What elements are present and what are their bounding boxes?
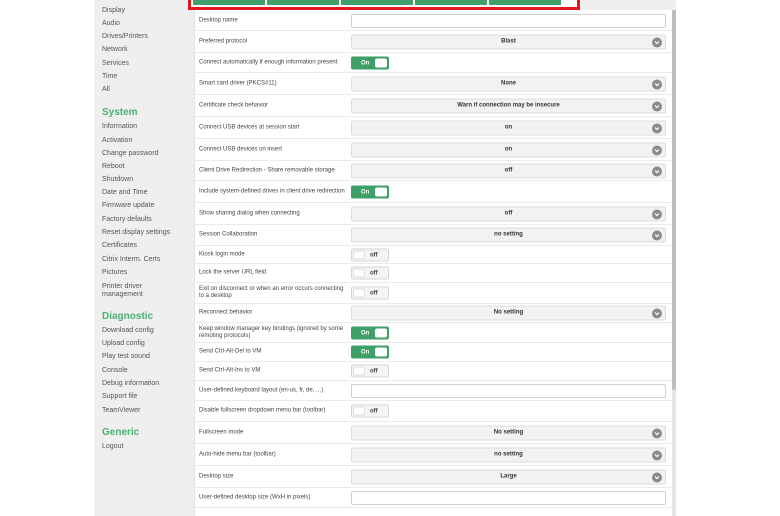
scrollbar[interactable] — [672, 10, 676, 516]
preferred-protocol-dropdown[interactable] — [351, 35, 666, 50]
toggle-knob — [353, 367, 365, 376]
session-collaboration-dropdown[interactable] — [351, 228, 666, 243]
setting-row-reconnect-behavior — [195, 304, 673, 323]
chevron-down-icon — [652, 38, 662, 48]
tab-1[interactable] — [193, 0, 265, 5]
tab-5[interactable] — [489, 0, 561, 5]
smart-card-driver-pkcs-11-dropdown[interactable] — [351, 76, 666, 91]
setting-row-include-system-defined-drives-in-client-drive-redirection — [195, 181, 673, 203]
sidebar-item-drives-printers[interactable]: Drives/Printers — [102, 33, 148, 40]
setting-label: Connect automatically if enough information present — [199, 59, 338, 65]
sidebar-item-printer-driver-management[interactable]: Printer driver management — [102, 283, 143, 298]
chevron-down-icon — [652, 145, 662, 155]
dropdown-value: None — [501, 80, 516, 86]
setting-label: Include system-defined drives in client drive redirection — [199, 188, 345, 194]
sidebar-item-date-time[interactable]: Date and Time — [102, 189, 148, 196]
setting-row-desktop-name — [195, 11, 673, 31]
dropdown-value: off — [504, 167, 513, 173]
toggle-state-label: off — [370, 252, 378, 258]
toggle-state-label: off — [370, 368, 378, 375]
sidebar-item-services[interactable]: Services — [102, 60, 129, 67]
setting-row-user-defined-keyboard-layout-en-us-fr-de — [195, 381, 673, 401]
sidebar-item-upload-config[interactable]: Upload config — [102, 340, 145, 347]
section-title-generic: Generic — [102, 427, 140, 438]
setting-label: Lock the server URL field — [199, 269, 267, 276]
sidebar-item-audio[interactable]: Audio — [102, 20, 120, 27]
setting-row-lock-the-server-url-field — [195, 264, 673, 283]
sidebar-item-support-file[interactable]: Support file — [102, 393, 138, 400]
setting-label: User-defined keyboard layout (en-us, fr, de, ...) — [199, 387, 324, 393]
section-title-system: System — [102, 107, 138, 118]
toggle-state-label: On — [361, 60, 370, 66]
setting-row-connect-usb-devices-on-insert — [195, 139, 673, 161]
toggle-knob — [353, 407, 365, 416]
chevron-down-icon — [652, 209, 662, 219]
chevron-down-icon — [652, 428, 662, 438]
auto-hide-menu-bar-toolbar-dropdown[interactable] — [351, 447, 666, 462]
sidebar-item-play-test-sound[interactable]: Play test sound — [102, 353, 150, 360]
setting-label: Exit on disconnect or when an error occurs connecting to a desktop — [199, 286, 344, 299]
setting-label: Preferred protocol — [199, 38, 248, 45]
toggle-knob — [375, 187, 387, 196]
connect-usb-devices-at-session-start-dropdown[interactable] — [351, 120, 666, 135]
tab-4[interactable] — [415, 0, 487, 5]
setting-row-session-collaboration — [195, 225, 673, 246]
toggle-knob — [353, 250, 365, 259]
setting-row-connect-automatically-if-enough-information-present — [195, 53, 673, 73]
sidebar-item-console[interactable]: Console — [102, 367, 128, 374]
dropdown-value: Blast — [501, 38, 516, 45]
setting-label: Connect USB devices at session start — [199, 124, 300, 130]
setting-row-fullscreen-mode — [195, 422, 673, 444]
setting-label: Send Ctrl-Alt-Ins to VM — [199, 367, 261, 374]
setting-row-connect-usb-devices-at-session-start — [195, 117, 673, 139]
setting-row-show-sharing-dialog-when-connecting — [195, 203, 673, 225]
sidebar — [94, 0, 194, 516]
keep-window-manager-key-bindings-ignored-by-some-remoting-protocols-toggle[interactable] — [351, 326, 389, 339]
kiosk-login-mode-toggle[interactable] — [351, 248, 389, 261]
sidebar-item-certificates[interactable]: Certificates — [102, 242, 138, 249]
setting-row-kiosk-login-mode — [195, 246, 673, 264]
send-ctrl-alt-ins-to-vm-toggle[interactable] — [351, 365, 389, 378]
setting-row-preferred-protocol — [195, 32, 673, 53]
lock-the-server-url-field-toggle[interactable] — [351, 267, 389, 280]
sidebar-item-display[interactable]: Display — [102, 7, 125, 14]
sidebar-item-all[interactable]: All — [102, 86, 110, 93]
user-defined-keyboard-layout-en-us-fr-de-input[interactable] — [351, 384, 666, 398]
setting-label: Desktop size — [199, 473, 234, 479]
sidebar-item-reset-display-settings[interactable]: Reset display settings — [102, 229, 171, 236]
toggle-knob — [375, 58, 387, 67]
setting-row-send-ctrl-alt-ins-to-vm — [195, 362, 673, 381]
sidebar-item-firmware-update[interactable]: Firmware update — [102, 202, 155, 209]
sidebar-item-citrix-interm-certs[interactable]: Citrix Interm. Certs — [102, 256, 161, 263]
chevron-down-icon — [652, 472, 662, 482]
dropdown-value: off — [504, 210, 513, 216]
exit-on-disconnect-or-when-an-error-occurs-connecting-to-a-desktop-toggle[interactable] — [351, 287, 389, 300]
dropdown-value: Warn if connection may be insecure — [457, 102, 560, 108]
setting-label: Auto-hide menu bar (toolbar) — [199, 451, 276, 457]
sidebar-item-network[interactable]: Network — [102, 46, 128, 53]
sidebar-item-pictures[interactable]: Pictures — [102, 269, 128, 276]
toggle-knob — [353, 269, 365, 278]
setting-row-smart-card-driver-pkcs-11 — [195, 73, 673, 95]
toggle-knob — [375, 348, 387, 357]
client-drive-redirection-share-removable-storage-dropdown[interactable] — [351, 163, 666, 178]
chevron-down-icon — [652, 79, 662, 89]
connect-usb-devices-on-insert-dropdown[interactable] — [351, 142, 666, 157]
setting-row-auto-hide-menu-bar-toolbar — [195, 444, 673, 466]
setting-row-client-drive-redirection-share-removable-storage — [195, 161, 673, 181]
setting-label: Client Drive Redirection - Share removable storage — [199, 167, 335, 173]
setting-label: Smart card driver (PKCS#11) — [199, 80, 277, 86]
toggle-state-label: off — [370, 408, 378, 415]
tab-3[interactable] — [341, 0, 413, 5]
send-ctrl-alt-del-to-vm-toggle[interactable] — [351, 346, 389, 359]
include-system-defined-drives-in-client-drive-redirection-toggle[interactable] — [351, 185, 389, 198]
tab-2[interactable] — [267, 0, 339, 5]
setting-row-keep-window-manager-key-bindings-ignored-by-some-remoting-protocols — [195, 323, 673, 343]
toggle-state-label: On — [361, 330, 370, 336]
sidebar-item-logout[interactable]: Logout — [102, 443, 124, 450]
toggle-state-label: On — [361, 349, 370, 356]
dropdown-value: Large — [500, 473, 517, 479]
desktop-size-dropdown[interactable] — [351, 469, 666, 484]
chevron-down-icon — [652, 231, 662, 241]
chevron-down-icon — [652, 123, 662, 133]
setting-label: Certificate check behavior — [199, 102, 269, 108]
chevron-down-icon — [652, 450, 662, 460]
dropdown-value: No setting — [493, 309, 524, 316]
desktop-name-input[interactable] — [351, 14, 666, 28]
toggle-state-label: On — [361, 189, 370, 195]
toggle-knob — [375, 328, 387, 337]
setting-row-disable-fullscreen-dropdown-menu-bar-toolbar — [195, 401, 673, 422]
sidebar-item-shutdown[interactable]: Shutdown — [102, 176, 134, 183]
section-title-diagnostic: Diagnostic — [102, 311, 154, 322]
dropdown-value: on — [504, 124, 513, 130]
setting-label: Session Collaboration — [199, 231, 258, 238]
chevron-down-icon — [652, 166, 662, 176]
sidebar-item-activation[interactable]: Activation — [102, 137, 133, 144]
setting-label: Disable fullscreen dropdown menu bar (toolbar) — [199, 407, 326, 414]
settings-panel — [194, 10, 672, 516]
dropdown-value: No setting — [493, 429, 524, 435]
setting-label: Show sharing dialog when connecting — [199, 210, 300, 216]
setting-label: Desktop name — [199, 17, 238, 23]
user-defined-desktop-size-wxh-in-pixels-input[interactable] — [351, 491, 666, 505]
certificate-check-behavior-dropdown[interactable] — [351, 98, 666, 113]
setting-label: Send Ctrl-Alt-Del to VM — [199, 348, 262, 355]
setting-label: User-defined desktop size (WxH in pixels) — [199, 494, 311, 500]
fullscreen-mode-dropdown[interactable] — [351, 425, 666, 440]
disable-fullscreen-dropdown-menu-bar-toolbar-toggle[interactable] — [351, 405, 389, 418]
dropdown-value: on — [504, 146, 513, 152]
reconnect-behavior-dropdown[interactable] — [351, 306, 666, 321]
sidebar-item-information[interactable]: Information — [102, 123, 138, 130]
chevron-down-icon — [652, 309, 662, 319]
sidebar-item-reboot[interactable]: Reboot — [102, 163, 125, 170]
chevron-down-icon — [652, 101, 662, 111]
setting-label: Reconnect behavior — [199, 309, 253, 316]
sidebar-item-factory-defaults[interactable]: Factory defaults — [102, 216, 152, 223]
dropdown-value: no setting — [494, 231, 523, 238]
dropdown-value: no setting — [494, 451, 523, 457]
setting-row-exit-on-disconnect-or-when-an-error-occurs-connecting-to-a-desktop — [195, 283, 673, 304]
scrollbar-thumb[interactable] — [672, 10, 676, 390]
toggle-state-label: off — [370, 270, 378, 277]
toggle-knob — [353, 289, 365, 298]
setting-label: Connect USB devices on insert — [199, 146, 283, 152]
sidebar-item-change-password[interactable]: Change password — [102, 150, 159, 157]
highlighted-tab-bar — [188, 0, 580, 10]
setting-label: Keep window manager key bindings (ignored by some remoting protocols) — [199, 325, 344, 339]
setting-row-user-defined-desktop-size-wxh-in-pixels — [195, 488, 673, 508]
sidebar-item-teamviewer[interactable]: TeamViewer — [102, 407, 141, 414]
connect-automatically-if-enough-information-present-toggle[interactable] — [351, 56, 389, 69]
setting-label: Kiosk login mode — [199, 251, 245, 257]
sidebar-item-download-config[interactable]: Download config — [102, 327, 154, 334]
setting-row-desktop-size — [195, 466, 673, 488]
sidebar-item-time[interactable]: Time — [102, 73, 118, 80]
show-sharing-dialog-when-connecting-dropdown[interactable] — [351, 206, 666, 221]
setting-label: Fullscreen mode — [199, 429, 244, 435]
setting-row-send-ctrl-alt-del-to-vm — [195, 343, 673, 362]
sidebar-item-debug-information[interactable]: Debug information — [102, 380, 160, 387]
setting-row-certificate-check-behavior — [195, 95, 673, 117]
toggle-state-label: off — [370, 290, 378, 297]
